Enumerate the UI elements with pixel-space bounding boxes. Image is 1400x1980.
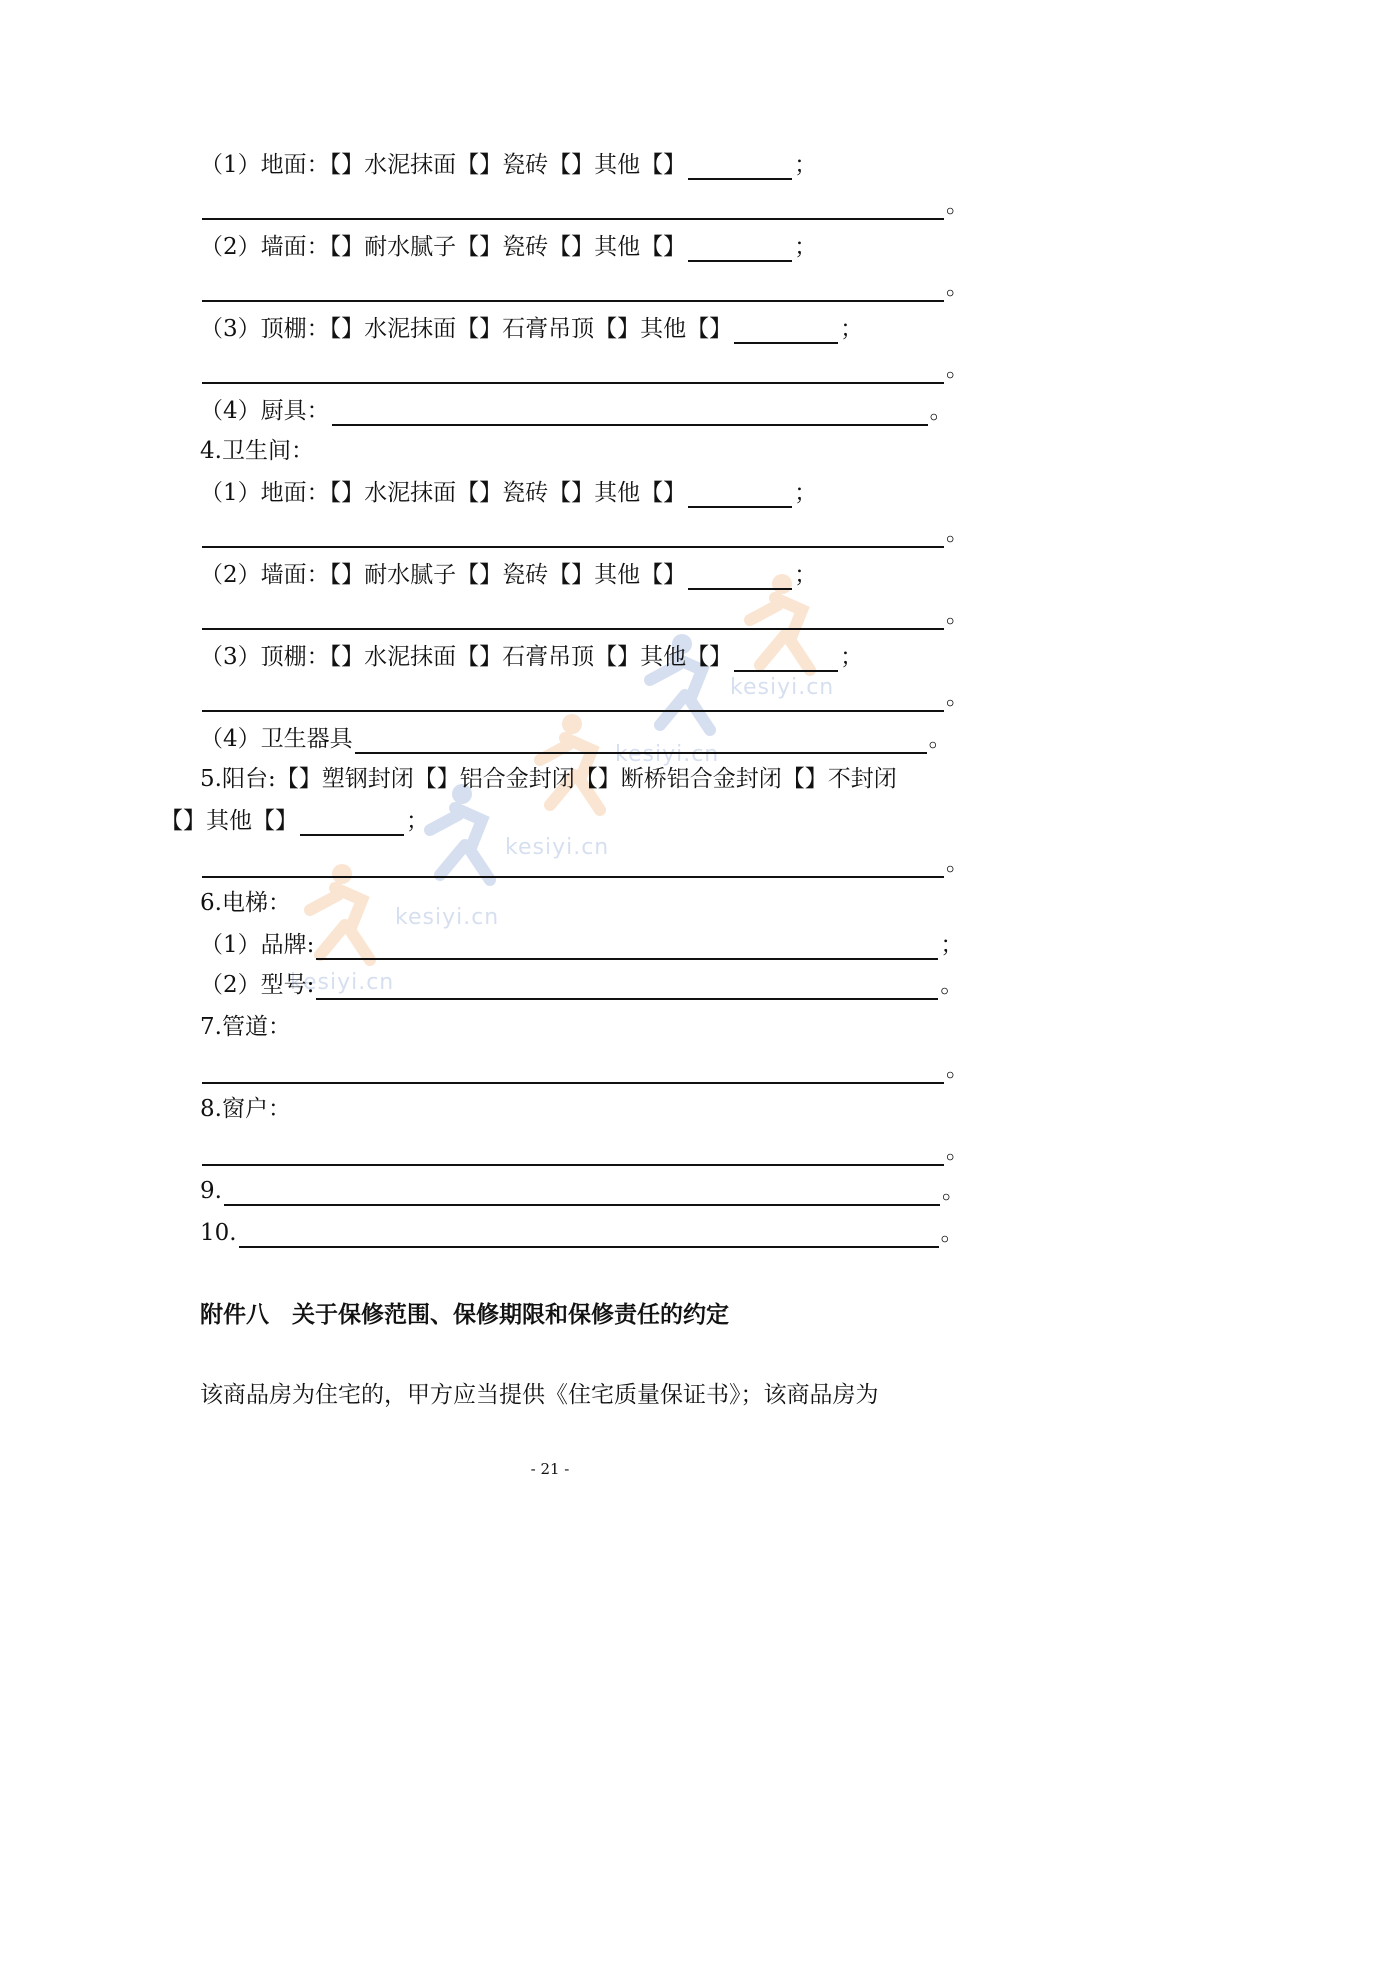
kitchen-wall-line [200, 222, 817, 262]
fill-blank[interactable] [688, 234, 792, 262]
watermark-text: kesiyi.cn [615, 742, 720, 767]
item-10-label: 10. [200, 1220, 237, 1246]
answer-line [200, 508, 969, 548]
section-bathroom-title: 4.卫生间： [200, 438, 314, 464]
period: 。 [946, 684, 969, 710]
watermark-text: kesiyi.cn [505, 835, 610, 860]
fill-blank[interactable] [316, 972, 938, 1000]
period: 。 [940, 972, 964, 998]
period: 。 [940, 1220, 964, 1246]
section-elevator [200, 878, 291, 918]
period: 。 [929, 398, 953, 424]
fill-blank[interactable] [202, 192, 944, 220]
item-9-label: 9. [200, 1178, 222, 1204]
kitchen-appliance-line [200, 386, 953, 426]
period: 。 [946, 520, 969, 546]
semicolon: ； [794, 234, 818, 260]
fill-blank[interactable] [224, 1178, 940, 1206]
period: 。 [946, 1138, 969, 1164]
fill-blank[interactable] [202, 602, 944, 630]
bathroom-fixtures-label: （4）卫生器具 [200, 726, 353, 752]
elevator-model-line [200, 960, 963, 1000]
section-windows [200, 1084, 291, 1124]
period: 。 [946, 850, 969, 876]
fill-blank[interactable] [202, 684, 944, 712]
watermark-text: kesiyi.cn [730, 675, 835, 700]
paragraph-text: 该商品房为住宅的，甲方应当提供《住宅质量保证书》；该商品房为 [200, 1382, 879, 1408]
period: 。 [946, 356, 969, 382]
kitchen-appliance-label: （4）厨具： [200, 398, 330, 424]
item-9-line [200, 1166, 965, 1206]
section-balcony-title: 5.阳台:【】塑钢封闭【】铝合金封闭【】断桥铝合金封闭【】不封闭 [200, 766, 897, 792]
kitchen-ceiling-label: （3）顶棚：【】水泥抹面【】石膏吊顶【】其他【】 [200, 316, 733, 342]
balcony-other-label: 【】其他【】 [160, 808, 298, 834]
kitchen-floor-line [200, 140, 817, 180]
fill-blank[interactable] [300, 808, 404, 836]
bathroom-wall-label: （2）墙面：【】耐水腻子【】瓷砖【】其他【】 [200, 562, 687, 588]
fill-blank[interactable] [688, 152, 792, 180]
section-pipes [200, 1002, 291, 1042]
fill-blank[interactable] [688, 562, 792, 590]
answer-line [200, 672, 969, 712]
section-bathroom [200, 426, 314, 466]
balcony-other-line [160, 796, 429, 836]
fill-blank[interactable] [734, 644, 838, 672]
answer-line [200, 262, 969, 302]
period: 。 [946, 602, 969, 628]
fill-blank[interactable] [239, 1220, 939, 1248]
kitchen-wall-label: （2）墙面：【】耐水腻子【】瓷砖【】其他【】 [200, 234, 687, 260]
answer-line [200, 1126, 969, 1166]
bathroom-fixtures-line [200, 714, 952, 754]
semicolon: ； [940, 932, 964, 958]
period: 。 [941, 1178, 965, 1204]
item-10-line [200, 1208, 964, 1248]
bathroom-ceiling-label: （3）顶棚：【】水泥抹面【】石膏吊顶【】其他【】 [200, 644, 733, 670]
period: 。 [946, 274, 969, 300]
section-balcony [200, 754, 897, 794]
bathroom-ceiling-line [200, 632, 863, 672]
semicolon: ； [794, 562, 818, 588]
answer-line [200, 344, 969, 384]
appendix-heading [200, 1290, 729, 1330]
semicolon: ； [794, 480, 818, 506]
kitchen-floor-label: （1）地面：【】水泥抹面【】瓷砖【】其他【】 [200, 152, 687, 178]
elevator-model-label: （2）型号: [200, 972, 315, 998]
period: 。 [946, 192, 969, 218]
fill-blank[interactable] [688, 480, 792, 508]
page-number: - 21 - [530, 1460, 570, 1478]
bathroom-floor-line [200, 468, 817, 508]
paragraph-line [200, 1370, 879, 1410]
semicolon: ； [840, 644, 864, 670]
section-windows-title: 8.窗户： [200, 1096, 291, 1122]
appendix-heading-text: 附件八 关于保修范围、保修期限和保修责任的约定 [200, 1302, 729, 1328]
watermark-text: kesiyi.cn [395, 905, 500, 930]
period: 。 [928, 726, 952, 752]
section-pipes-title: 7.管道： [200, 1014, 291, 1040]
semicolon: ； [406, 808, 429, 834]
answer-line [200, 590, 969, 630]
period: 。 [946, 1056, 969, 1082]
fill-blank[interactable] [202, 1056, 944, 1084]
fill-blank[interactable] [202, 1138, 944, 1166]
semicolon: ； [794, 152, 818, 178]
watermark-text: kesiyi.cn [290, 970, 395, 995]
fill-blank[interactable] [734, 316, 838, 344]
fill-blank[interactable] [316, 932, 938, 960]
fill-blank[interactable] [355, 726, 927, 754]
section-elevator-title: 6.电梯： [200, 890, 291, 916]
answer-line [200, 180, 969, 220]
fill-blank[interactable] [202, 850, 944, 878]
answer-line [200, 1044, 969, 1084]
answer-line [200, 838, 969, 878]
semicolon: ； [840, 316, 864, 342]
elevator-brand-line [200, 920, 963, 960]
elevator-brand-label: （1）品牌: [200, 932, 315, 958]
bathroom-wall-line [200, 550, 817, 590]
kitchen-ceiling-line [200, 304, 863, 344]
bathroom-floor-label: （1）地面：【】水泥抹面【】瓷砖【】其他【】 [200, 480, 687, 506]
fill-blank[interactable] [332, 398, 928, 426]
fill-blank[interactable] [202, 274, 944, 302]
fill-blank[interactable] [202, 520, 944, 548]
fill-blank[interactable] [202, 356, 944, 384]
